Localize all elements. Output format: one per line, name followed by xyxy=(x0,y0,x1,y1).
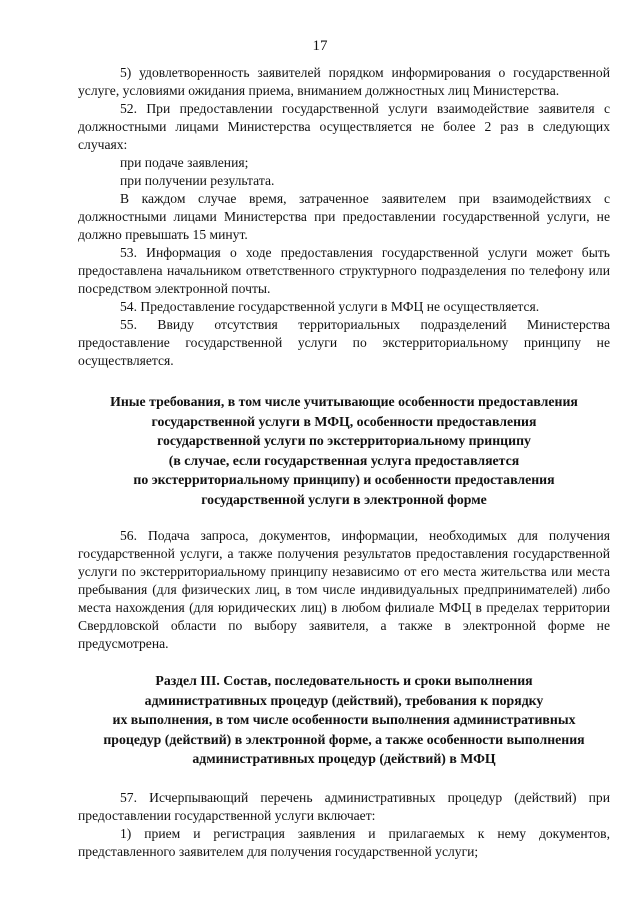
heading-line: Иные требования, в том числе учитывающие особенности предоставления xyxy=(110,394,578,409)
paragraph: В каждом случае время, затраченное заявителем при взаимодействиях с должностными лицами Министерства при предоставлении государственной услуги, не должно превышать 15 минут. xyxy=(78,191,610,242)
paragraph: 1) прием и регистрация заявления и прилагаемых к нему документов, представленного заявителем для получения государственной услуги; xyxy=(78,825,610,859)
heading-line: процедур (действий) в электронной форме, а также особенности выполнения xyxy=(103,731,585,747)
heading-line: административных процедур (действий) в МФЦ xyxy=(192,751,496,766)
heading-line: государственной услуги в МФЦ, особенности предоставления xyxy=(151,413,537,429)
heading-line: государственной услуги по экстерриториальному принципу xyxy=(157,433,531,448)
paragraph: 57. Исчерпывающий перечень административных процедур (действий) при предоставлении государственной услуги включает: xyxy=(78,789,610,823)
heading-line: (в случае, если государственная услуга предоставляется xyxy=(168,452,520,468)
heading-line: Раздел III. Состав, последовательность и сроки выполнения xyxy=(155,673,533,688)
paragraph: 52. При предоставлении государственной услуги взаимодействие заявителя с должностными лицами Министерства осуществляется не более 2 раз в следующих случаях: xyxy=(78,101,610,152)
heading-line: государственной услуги в электронной форме xyxy=(201,491,487,507)
heading-line: административных процедур (действий), требования к порядку xyxy=(144,692,544,708)
paragraph: 5) удовлетворенность заявителей порядком информирования о государственной услуге, условиями ожидания приема, вниманием должностных лиц Министерства. xyxy=(78,65,610,98)
paragraph: 55. Ввиду отсутствия территориальных подразделений Министерства предоставление государственной услуги по экстерриториальному принципу не осуществляется. xyxy=(78,317,610,368)
document-body xyxy=(78,64,610,861)
paragraph: 54. Предоставление государственной услуги в МФЦ не осуществляется. xyxy=(120,299,540,314)
heading-line: их выполнения, в том числе особенности выполнения административных xyxy=(112,712,576,727)
heading-line: по экстерриториальному принципу) и особенности предоставления xyxy=(133,472,555,487)
paragraph: 56. Подача запроса, документов, информации, необходимых для получения государственной услуги, а также получения результатов предоставления государственной услуги по экстерриториальному принципу независимо от его места жительства или места пребывания (для физических лиц, в том числе индивидуальных предпринимателей) либо места нахождения (для юридических лиц) в любом филиале МФЦ в пределах территории Свердловской области по выбору заявителя, а также в электронной форме не предусмотрена. xyxy=(78,528,610,651)
paragraph: при подаче заявления; xyxy=(120,155,249,170)
section-heading xyxy=(86,392,602,509)
section-heading xyxy=(86,671,602,769)
paragraph: 53. Информация о ходе предоставления государственной услуги может быть предоставлена начальником ответственного структурного подразделения по телефону или посредством электронной почты. xyxy=(78,245,610,296)
paragraph: при получении результата. xyxy=(120,173,275,188)
page-number: 17 xyxy=(312,38,328,54)
